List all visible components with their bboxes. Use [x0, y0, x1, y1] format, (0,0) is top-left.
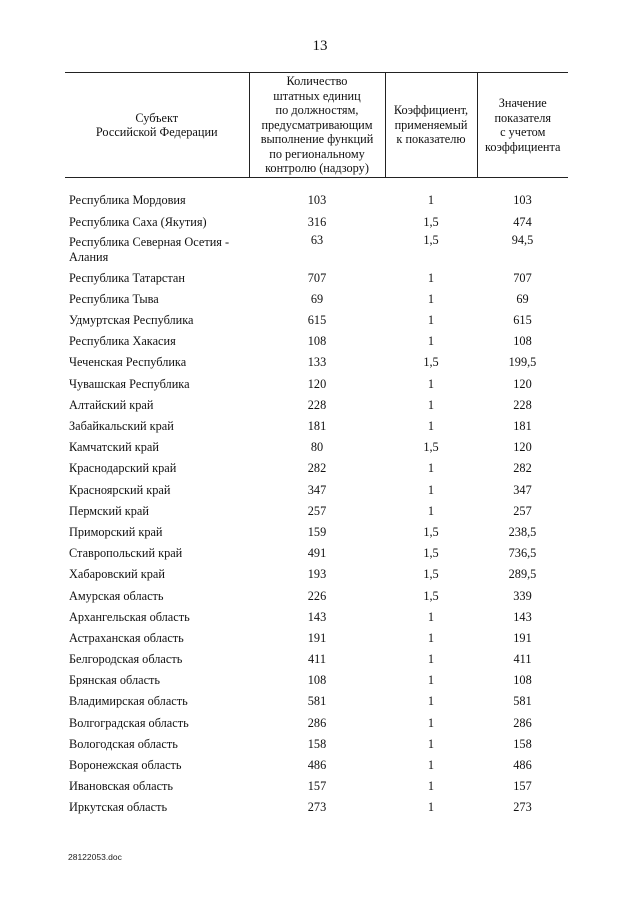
staff-count: 69 — [310, 291, 324, 306]
coefficient: 1,5 — [423, 233, 439, 248]
staff-count: 108 — [307, 334, 327, 349]
table-row — [65, 232, 568, 267]
subject-name: Владимирская область — [69, 694, 188, 709]
staff-count: 286 — [307, 715, 327, 730]
coefficient: 1 — [427, 193, 435, 208]
coefficient: 1 — [427, 715, 435, 730]
table-row — [65, 712, 568, 733]
coefficient: 1 — [427, 419, 435, 434]
table-header-row — [65, 73, 568, 178]
subject-name: Забайкальский край — [69, 419, 174, 434]
adjusted-value: 282 — [513, 461, 532, 476]
staff-count: 193 — [307, 567, 327, 582]
coefficient: 1 — [427, 694, 435, 709]
staff-count: 581 — [307, 694, 327, 709]
table-row — [65, 479, 568, 500]
adjusted-value: 615 — [513, 313, 532, 328]
subject-name: Вологодская область — [69, 736, 178, 751]
table-row — [65, 310, 568, 331]
staff-count: 120 — [307, 376, 327, 391]
adjusted-value: 736,5 — [508, 546, 537, 561]
staff-count: 347 — [307, 482, 327, 497]
subject-name: Чеченская Республика — [69, 355, 187, 370]
table-row — [65, 797, 568, 818]
table-row — [65, 289, 568, 310]
staff-count: 159 — [307, 524, 327, 539]
adjusted-value: 120 — [513, 440, 532, 455]
adjusted-value: 158 — [513, 736, 532, 751]
staff-count: 63 — [310, 233, 324, 248]
adjusted-value: 108 — [513, 673, 532, 688]
subject-name: Камчатский край — [69, 440, 159, 455]
coefficient: 1 — [427, 758, 435, 773]
table-row — [65, 606, 568, 627]
coefficient: 1 — [427, 779, 435, 794]
header-staff-count: Количество штатных единиц по должностям, предусматривающим выполнение функций по региональному контролю (надзору) — [249, 73, 385, 178]
document-filename: 28122053.doc — [68, 852, 122, 862]
table-row — [65, 373, 568, 394]
staff-count: 158 — [307, 736, 327, 751]
staff-count: 143 — [307, 609, 327, 624]
subject-name: Чувашская Республика — [69, 376, 190, 391]
table-row — [65, 649, 568, 670]
subject-name: Республика Татарстан — [69, 270, 185, 285]
header-coefficient: Коэффициент, применяемый к показателю — [385, 73, 477, 178]
staff-count: 226 — [307, 588, 327, 603]
staff-count: 486 — [307, 758, 327, 773]
staff-count: 316 — [307, 214, 327, 229]
coefficient: 1,5 — [423, 524, 439, 539]
coefficient: 1 — [427, 652, 435, 667]
table-spacer — [65, 178, 568, 191]
staff-count: 411 — [308, 652, 326, 667]
staff-count: 157 — [307, 779, 327, 794]
adjusted-value: 474 — [513, 214, 532, 229]
table-row — [65, 395, 568, 416]
staff-count: 103 — [307, 193, 327, 208]
subject-name: Краснодарский край — [69, 461, 177, 476]
subject-name: Республика Северная Осетия - Алания — [69, 235, 230, 264]
adjusted-value: 486 — [513, 758, 532, 773]
subject-name: Хабаровский край — [69, 567, 165, 582]
adjusted-value: 339 — [513, 588, 532, 603]
subject-name: Республика Хакасия — [69, 334, 176, 349]
staff-count: 191 — [307, 630, 327, 645]
table-row — [65, 628, 568, 649]
adjusted-value: 120 — [513, 376, 532, 391]
subject-name: Астраханская область — [69, 630, 184, 645]
header-adjusted-value: Значение показателя с учетом коэффициента — [477, 73, 568, 178]
subject-name: Республика Мордовия — [69, 193, 186, 208]
coefficient: 1,5 — [423, 440, 439, 455]
staff-count: 133 — [307, 355, 327, 370]
table-row — [65, 267, 568, 288]
coefficient: 1 — [427, 800, 435, 815]
subject-name: Приморский край — [69, 524, 163, 539]
subject-name: Удмуртская Республика — [69, 313, 194, 328]
table-row — [65, 500, 568, 521]
adjusted-value: 103 — [513, 193, 532, 208]
table-row — [65, 458, 568, 479]
adjusted-value: 411 — [513, 652, 532, 667]
table-row — [65, 352, 568, 373]
staff-count: 273 — [307, 800, 327, 815]
subject-name: Ставропольский край — [69, 546, 183, 561]
coefficient: 1 — [427, 673, 435, 688]
adjusted-value: 286 — [513, 715, 532, 730]
adjusted-value: 238,5 — [508, 524, 537, 539]
subject-name: Алтайский край — [69, 397, 154, 412]
coefficient: 1 — [427, 313, 435, 328]
coefficient: 1 — [427, 482, 435, 497]
adjusted-value: 108 — [513, 334, 532, 349]
subject-name: Республика Тыва — [69, 291, 159, 306]
staff-count: 615 — [307, 313, 327, 328]
adjusted-value: 581 — [513, 694, 532, 709]
subject-name: Воронежская область — [69, 758, 182, 773]
coefficient: 1,5 — [423, 214, 439, 229]
regional-table-container — [65, 72, 568, 818]
coefficient: 1,5 — [423, 588, 439, 603]
subject-name: Волгоградская область — [69, 715, 189, 730]
subject-name: Ивановская область — [69, 779, 174, 794]
table-row — [65, 522, 568, 543]
coefficient: 1,5 — [423, 567, 439, 582]
table-row — [65, 776, 568, 797]
adjusted-value: 347 — [513, 482, 532, 497]
coefficient: 1 — [427, 461, 435, 476]
subject-name: Красноярский край — [69, 482, 171, 497]
adjusted-value: 228 — [513, 397, 532, 412]
staff-count: 257 — [307, 503, 327, 518]
adjusted-value: 69 — [516, 291, 529, 306]
adjusted-value: 257 — [513, 503, 532, 518]
coefficient: 1 — [427, 334, 435, 349]
regional-control-table — [65, 72, 568, 818]
subject-name: Брянская область — [69, 673, 161, 688]
coefficient: 1 — [427, 397, 435, 412]
staff-count: 108 — [307, 673, 327, 688]
coefficient: 1 — [427, 270, 435, 285]
staff-count: 282 — [307, 461, 327, 476]
staff-count: 707 — [307, 270, 327, 285]
table-row — [65, 416, 568, 437]
staff-count: 491 — [307, 546, 327, 561]
table-row — [65, 734, 568, 755]
table-row — [65, 564, 568, 585]
coefficient: 1 — [427, 630, 435, 645]
adjusted-value: 199,5 — [508, 355, 537, 370]
subject-name: Республика Саха (Якутия) — [69, 214, 207, 229]
coefficient: 1 — [427, 503, 435, 518]
coefficient: 1 — [427, 376, 435, 391]
table-row — [65, 585, 568, 606]
header-subject: Субъект Российской Федерации — [65, 73, 249, 178]
table-row — [65, 755, 568, 776]
staff-count: 228 — [307, 397, 327, 412]
table-row — [65, 670, 568, 691]
table-row — [65, 190, 568, 211]
coefficient: 1 — [427, 736, 435, 751]
subject-name: Архангельская область — [69, 609, 190, 624]
adjusted-value: 707 — [513, 270, 532, 285]
staff-count: 181 — [307, 419, 327, 434]
table-row — [65, 691, 568, 712]
subject-name: Пермский край — [69, 503, 149, 518]
adjusted-value: 273 — [513, 800, 532, 815]
adjusted-value: 143 — [513, 609, 532, 624]
subject-name: Белгородская область — [69, 652, 183, 667]
coefficient: 1,5 — [423, 355, 439, 370]
adjusted-value: 94,5 — [511, 233, 534, 248]
adjusted-value: 289,5 — [508, 567, 537, 582]
page-number: 13 — [312, 38, 328, 54]
table-row — [65, 543, 568, 564]
adjusted-value: 157 — [513, 779, 532, 794]
staff-count: 80 — [310, 440, 324, 455]
adjusted-value: 181 — [513, 419, 532, 434]
adjusted-value: 191 — [513, 630, 532, 645]
coefficient: 1 — [427, 609, 435, 624]
table-body — [65, 178, 568, 819]
subject-name: Иркутская область — [69, 800, 168, 815]
coefficient: 1 — [427, 291, 435, 306]
coefficient: 1,5 — [423, 546, 439, 561]
table-row — [65, 211, 568, 232]
table-row — [65, 331, 568, 352]
table-row — [65, 437, 568, 458]
subject-name: Амурская область — [69, 588, 164, 603]
